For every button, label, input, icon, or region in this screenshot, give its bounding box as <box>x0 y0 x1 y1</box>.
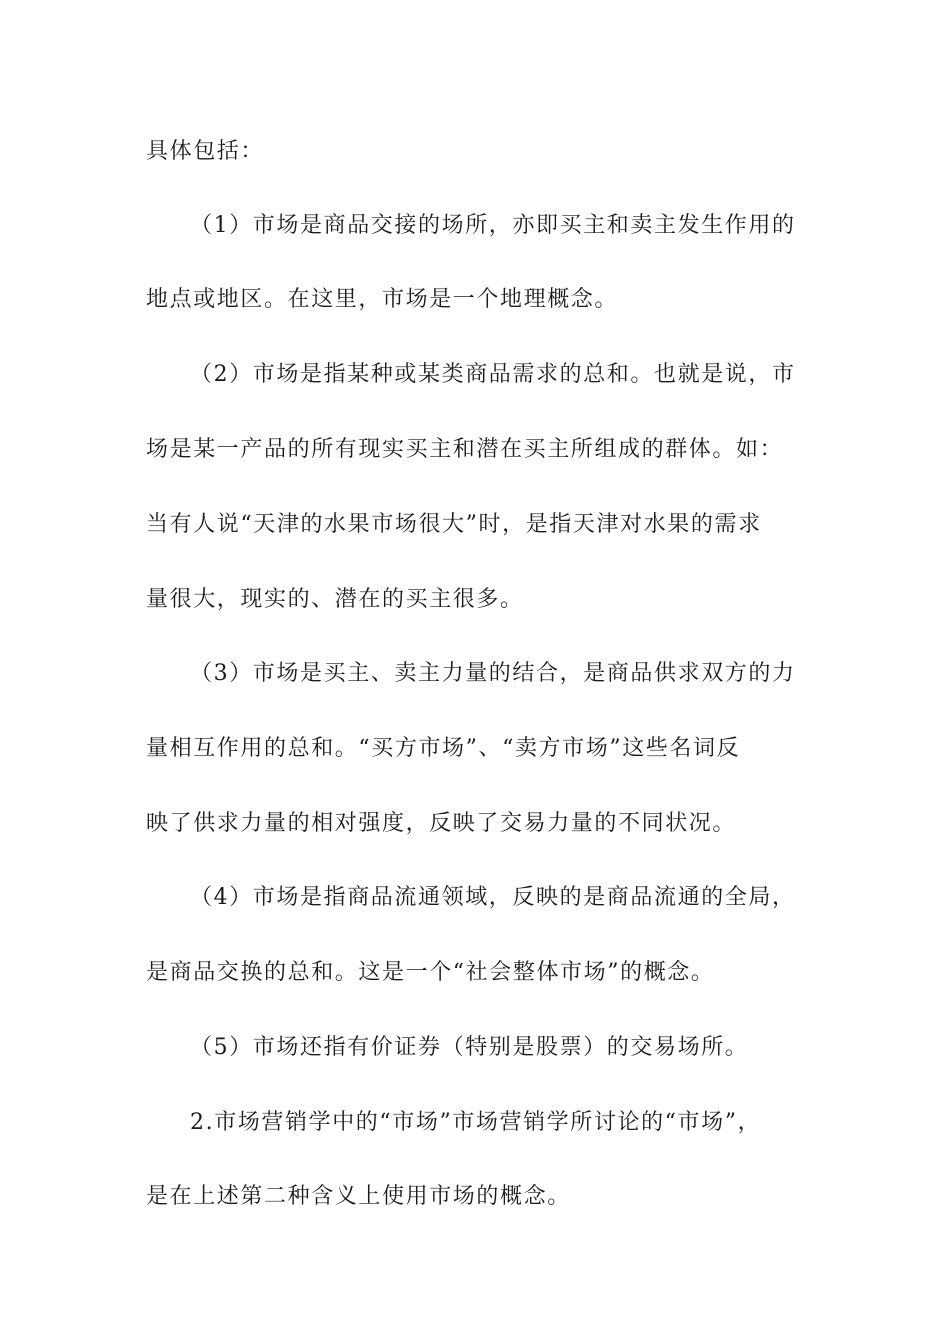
text-line-item-2-cont-3: 量很大，现实的、潜在的买主很多。 <box>146 587 524 612</box>
text-line-intro: 具体包括： <box>146 139 265 164</box>
text-line-item-2-cont-2: 当有人说“天津的水果市场很大”时，是指天津对水果的需求 <box>146 512 762 537</box>
text-line-item-5: （5）市场还指有价证券（特别是股票）的交易场所。 <box>190 1035 749 1060</box>
text-line-item-1: （1）市场是商品交接的场所，亦即买主和卖主发生作用的 <box>190 213 796 238</box>
text-line-item-3-cont-1: 量相互作用的总和。“买方市场”、“卖方市场”这些名词反 <box>146 736 741 761</box>
text-line-item-1-cont: 地点或地区。在这里，市场是一个地理概念。 <box>146 287 619 312</box>
text-line-section-2-cont: 是在上述第二种含义上使用市场的概念。 <box>146 1184 571 1209</box>
text-line-item-2-cont-1: 场是某一产品的所有现实买主和潜在买主所组成的群体。如： <box>146 437 784 462</box>
text-line-item-4-cont: 是商品交换的总和。这是一个“社会整体市场”的概念。 <box>146 960 715 985</box>
text-line-item-4: （4）市场是指商品流通领域，反映的是商品流通的全局， <box>190 885 796 910</box>
text-line-section-2: 2.市场营销学中的“市场”市场营销学所讨论的“市场”， <box>190 1110 762 1135</box>
text-line-item-3: （3）市场是买主、卖主力量的结合，是商品供求双方的力 <box>190 661 796 686</box>
text-line-item-3-cont-2: 映了供求力量的相对强度，反映了交易力量的不同状况。 <box>146 811 737 836</box>
text-line-item-2: （2）市场是指某种或某类商品需求的总和。也就是说，市 <box>190 362 796 387</box>
